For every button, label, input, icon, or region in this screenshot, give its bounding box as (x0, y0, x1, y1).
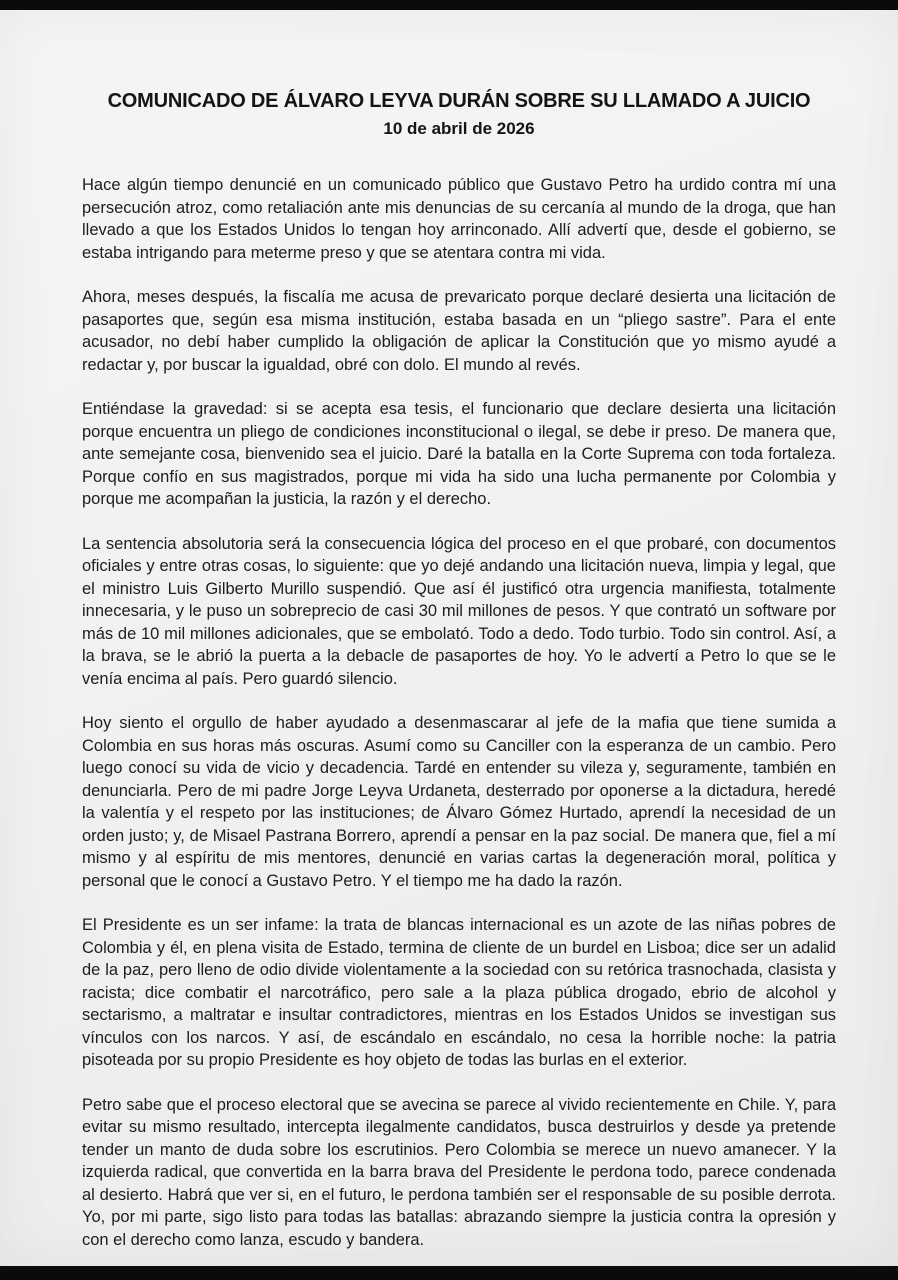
paragraph-2: Ahora, meses después, la fiscalía me acusa de prevaricato porque declaré desierta una licitación de pasaportes que, según esa misma institución, estaba basada en un “pliego sastre”. Para el ente acusador, no debí haber cumplido la obligación de aplicar la Constitución que yo mismo ayudé a redactar y, por buscar la igualdad, obré con dolo. El mundo al revés. (82, 288, 836, 374)
document-page (0, 10, 898, 1266)
paragraph-7: Petro sabe que el proceso electoral que se avecina se parece al vivido recientemente en Chile. Y, para evitar su mismo resultado, intercepta ilegalmente candidatos, busca destruirlos y desde ya pretende tender un manto de duda sobre los escrutinios. Pero Colombia se merece un nuevo amanecer. Y la izquierda radical, que convertida en la barra brava del Presidente le perdona todo, parece condenada al desierto. Habrá que ver si, en el futuro, le perdona también ser el responsable de su posible derrota. Yo, por mi parte, sigo listo para todas las batallas: abrazando siempre la justicia contra la opresión y con el derecho como lanza, escudo y bandera. (82, 1095, 836, 1249)
paragraph-4: La sentencia absolutoria será la consecuencia lógica del proceso en el que probaré, con documentos oficiales y entre otras cosas, lo siguiente: que yo dejé andando una licitación nueva, limpia y legal, que el ministro Luis Gilberto Murillo suspendió. Que así él justificó otra urgencia manifiesta, totalmente innecesaria, y le puso un sobreprecio de casi 30 mil millones de pesos. Y que contrató un software por más de 10 mil millones adicionales, que se embolató. Todo a dedo. Todo turbio. Todo sin control. Así, a la brava, se le abrió la puerta a la debacle de pasaportes de hoy. Yo le advertí a Petro lo que se le venía encima al país. Pero guardó silencio. (82, 534, 836, 688)
paragraph-6: El Presidente es un ser infame: la trata de blancas internacional es un azote de las niñas pobres de Colombia y él, en plena visita de Estado, termina de cliente de un burdel en Lisboa; dice ser un adalid de la paz, pero lleno de odio divide violentamente a la sociedad con su retórica trasnochada, clasista y racista; dice combatir el narcotráfico, pero sale a la plaza pública drogado, ebrio de alcohol y sectarismo, a maltratar e insultar contradictores, mientras en los Estados Unidos se investigan sus vínculos con los narcos. Y así, de escándalo en escándalo, no cesa la horrible noche: la patria pisoteada por su propio Presidente es hoy objeto de todas las burlas en el exterior. (82, 916, 836, 1069)
bottom-border-bar (0, 1266, 898, 1280)
top-border-bar (0, 0, 898, 10)
page-content (0, 10, 898, 1251)
paragraph-1: Hace algún tiempo denuncié en un comunicado público que Gustavo Petro ha urdido contra mí una persecución atroz, como retaliación ante mis denuncias de su cercanía al mundo de la droga, que han llevado a que los Estados Unidos lo tengan hoy arrinconado. Allí advertí que, desde el gobierno, se estaba intrigando para meterme preso y que se atentara contra mi vida. (82, 176, 836, 262)
paragraph-5: Hoy siento el orgullo de haber ayudado a desenmascarar al jefe de la mafia que tiene sumida a Colombia en sus horas más oscuras. Asumí como su Canciller con la esperanza de un cambio. Pero luego conocí su vida de vicio y decadencia. Tardé en entender su vileza y, seguramente, también en denunciarla. Pero de mi padre Jorge Leyva Urdaneta, desterrado por oponerse a la dictadura, heredé la valentía y el respeto por las instituciones; de Álvaro Gómez Hurtado, aprendí la necesidad de un orden justo; y, de Misael Pastrana Borrero, aprendí a pensar en la paz social. De manera que, fiel a mí mismo y al espíritu de mis mentores, denuncié en varias cartas la degeneración moral, política y personal que le conocí a Gustavo Petro. Y el tiempo me ha dado la razón. (82, 714, 836, 890)
page-title: COMUNICADO DE ÁLVARO LEYVA DURÁN SOBRE SU LLAMADO A JUICIO (107, 90, 811, 112)
paragraph-3: Entiéndase la gravedad: si se acepta esa tesis, el funcionario que declare desierta una licitación porque encuentra un pliego de condiciones inconstitucional o ilegal, se debe ir preso. De manera que, ante semejante cosa, bienvenido sea el juicio. Daré la batalla en la Corte Suprema con toda fortaleza. Porque confío en sus magistrados, porque mi vida ha sido una lucha permanente por Colombia y porque me acompañan la justicia, la razón y el derecho. (82, 400, 836, 508)
document-date: 10 de abril de 2026 (383, 119, 535, 138)
document-body (82, 174, 836, 1251)
